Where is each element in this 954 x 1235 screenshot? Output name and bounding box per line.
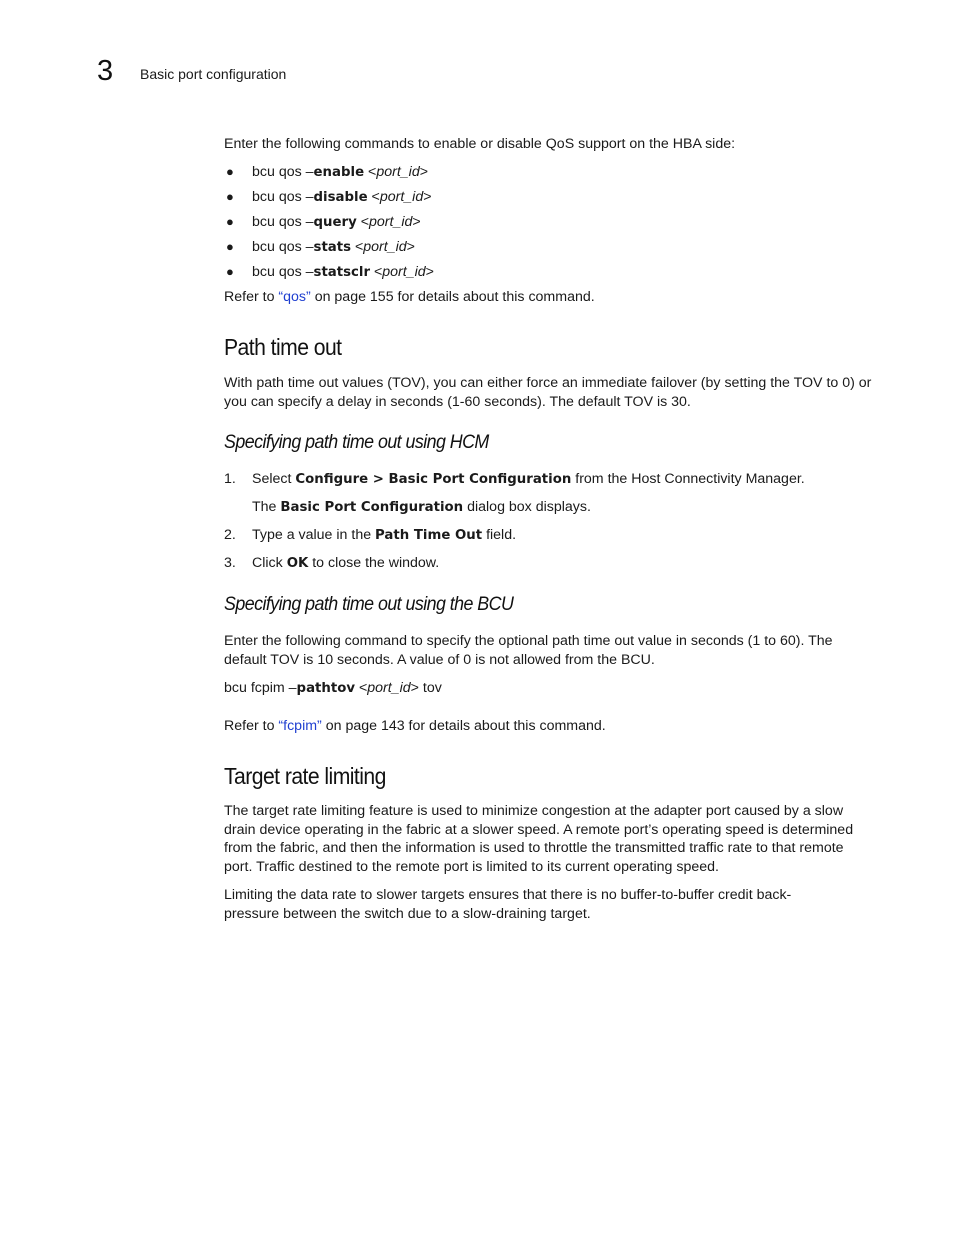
qos-refer: Refer to “qos” on page 155 for details about this command. xyxy=(224,289,595,305)
bcu-heading: Specifying path time out using the BCU xyxy=(224,594,514,615)
bullet-icon: ● xyxy=(226,189,234,204)
hcm-step-1-result: The Basic Port Configuration dialog box displays. xyxy=(252,499,591,515)
path-time-out-heading: Path time out xyxy=(224,334,342,360)
bullet-icon: ● xyxy=(226,239,234,254)
target-rate-heading: Target rate limiting xyxy=(224,763,386,789)
bullet-icon: ● xyxy=(226,164,234,179)
path-time-out-intro: With path time out values (TOV), you can either force an immediate failover (by setting the TOV to 0) or you can specify a delay in seconds (1-60 seconds). The default TOV is 30. xyxy=(224,375,872,410)
chapter-title: Basic port configuration xyxy=(140,66,287,82)
chapter-number: 3 xyxy=(97,55,114,87)
bcu-refer: Refer to “fcpim” on page 143 for details about this command. xyxy=(224,718,606,734)
target-rate-para-2: Limiting the data rate to slower targets ensures that there is no buffer-to-buffer credit back-pressure between the switch due to a slow-draining target. xyxy=(224,887,792,922)
bullet-icon: ● xyxy=(226,214,234,229)
bcu-command: bcu fcpim –pathtov <port_id> tov xyxy=(224,680,442,696)
fcpim-link[interactable]: “fcpim” xyxy=(278,718,322,734)
bcu-intro: Enter the following command to specify the optional path time out value in seconds (1 to 60). The default TOV is 10 seconds. A value of 0 is not allowed from the BCU. xyxy=(224,633,833,668)
target-rate-para-1: The target rate limiting feature is used to minimize congestion at the adapter port caused by a slow drain device operating in the fabric at a slower speed. A remote port’s operating speed is determined from the fabric, and then the information is used to throttle the transmitted traffic rate to that remote port. Traffic destined to the remote port is limited to its current operating speed. xyxy=(224,803,854,875)
hcm-heading: Specifying path time out using HCM xyxy=(224,432,489,453)
bullet-icon: ● xyxy=(226,264,234,279)
qos-link[interactable]: “qos” xyxy=(278,289,311,305)
qos-intro: Enter the following commands to enable or disable QoS support on the HBA side: xyxy=(224,136,736,152)
